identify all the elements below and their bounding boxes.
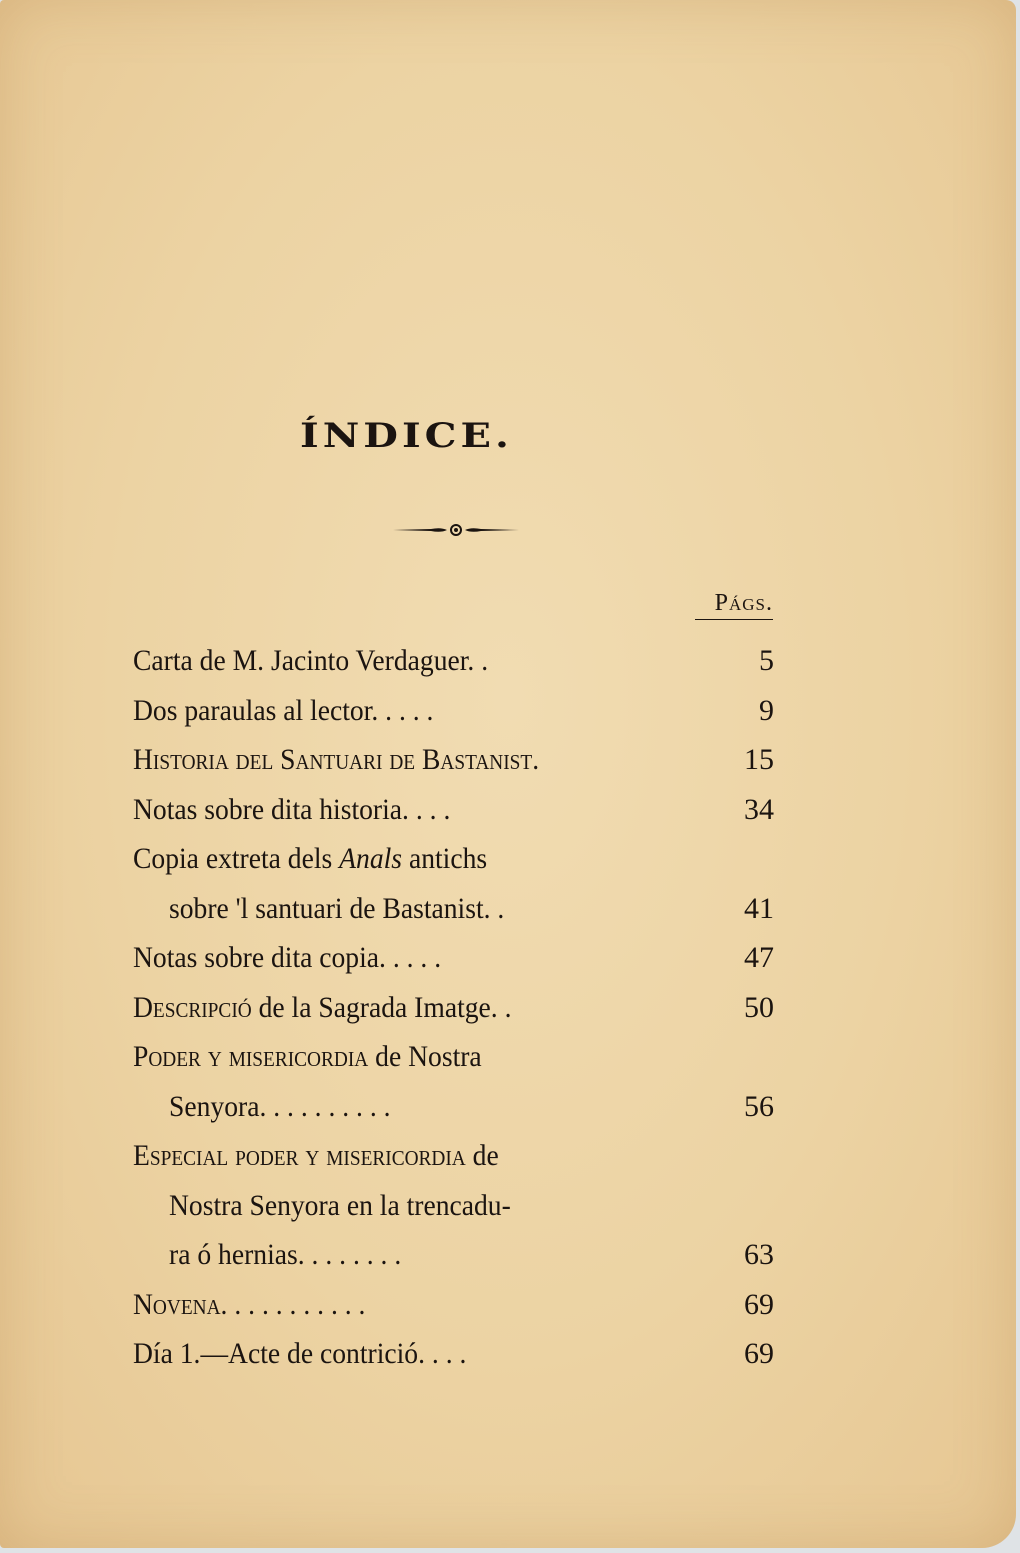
- page-number: 50: [744, 990, 774, 1024]
- toc-entry[interactable]: Historia del Santuari de Bastanist. 15: [133, 735, 778, 785]
- page-number: 69: [744, 1337, 774, 1370]
- toc-entry[interactable]: Dos paraulas al lector. . . . . 9: [133, 686, 778, 736]
- page-number: 15: [744, 743, 774, 776]
- toc-entry[interactable]: Descripció de la Sagrada Imatge. . 50: [133, 983, 778, 1033]
- toc-entry[interactable]: Notas sobre dita historia. . . . 34: [133, 785, 778, 835]
- page-number: 63: [744, 1238, 774, 1271]
- decorative-rule-ornament-icon: [393, 522, 519, 538]
- toc-entry[interactable]: Día 1.—Acte de contrició. . . . 69: [133, 1329, 778, 1379]
- table-of-contents: [133, 636, 778, 1379]
- page-number: 9: [759, 693, 774, 727]
- page-number: 5: [759, 644, 774, 677]
- toc-entry[interactable]: Notas sobre dita copia. . . . . 47: [133, 933, 778, 983]
- page-number: 69: [744, 1287, 774, 1321]
- toc-entry[interactable]: Novena. . . . . . . . . . . 69: [133, 1280, 778, 1330]
- toc-entry[interactable]: Copia extreta dels Anals antichs: [133, 842, 488, 875]
- page-number: 34: [744, 792, 774, 826]
- toc-entry[interactable]: Especial poder y misericordia de: [133, 1139, 499, 1172]
- pages-column-header: Págs.: [695, 590, 773, 620]
- toc-entry-continuation[interactable]: sobre 'l santuari de Bastanist. . 41: [133, 884, 778, 934]
- toc-entry-continuation[interactable]: Nostra Senyora en la trencadu-: [169, 1188, 511, 1222]
- toc-entry[interactable]: Carta de M. Jacinto Verdaguer. . 5: [133, 636, 778, 686]
- toc-entry[interactable]: Poder y misericordia de Nostra: [133, 1040, 482, 1073]
- toc-entry-continuation[interactable]: Senyora. . . . . . . . . . 56: [133, 1082, 778, 1132]
- page-number: 47: [744, 941, 774, 974]
- toc-entry-continuation[interactable]: ra ó hernias. . . . . . . . 63: [133, 1230, 778, 1280]
- page-number: 41: [744, 891, 774, 925]
- page-title: ÍNDICE.: [300, 415, 513, 456]
- page-number: 56: [744, 1089, 774, 1123]
